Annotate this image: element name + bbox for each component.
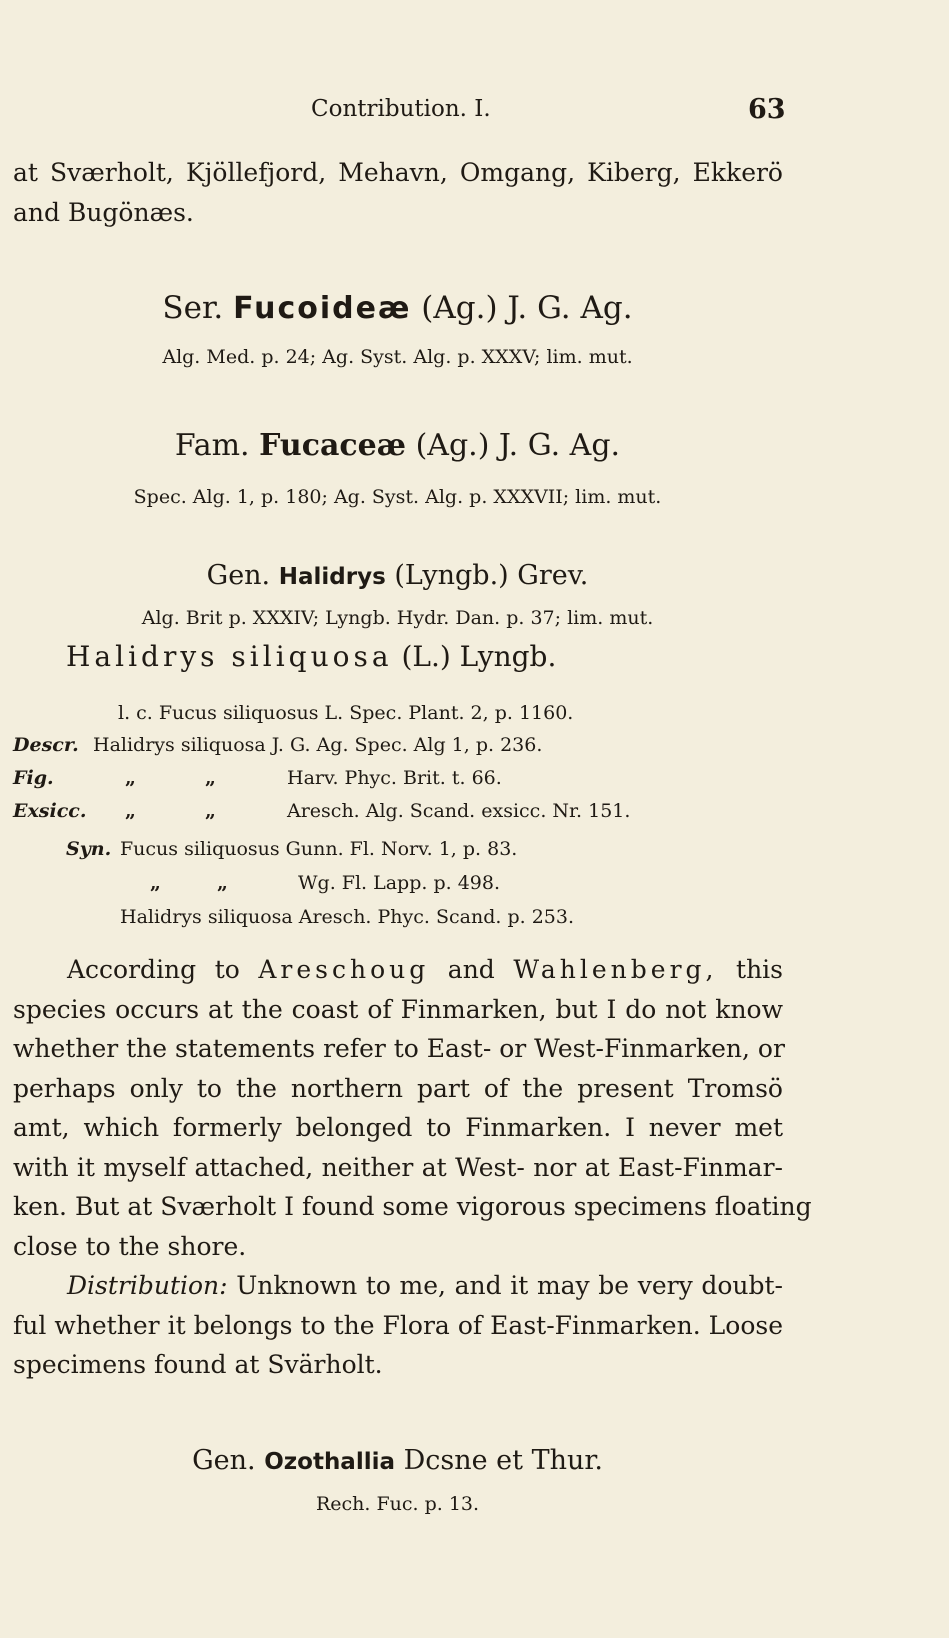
syn-label: Syn. xyxy=(66,838,112,860)
species-heading xyxy=(66,640,556,673)
text-line: at Sværholt, Kjöllefjord, Mehavn, Omgang, Kiberg, Ekkerö xyxy=(13,158,783,187)
running-header xyxy=(0,96,949,128)
text-line: species occurs at the coast of Finmarken, but I do not know xyxy=(13,994,783,1024)
series-name: Fucoideæ xyxy=(233,291,412,326)
series-reference: Alg. Med. p. 24; Ag. Syst. Alg. p. XXXV; lim. mut. xyxy=(162,346,633,368)
genus-heading: Gen. Halidrys (Lyngb.) Grev. xyxy=(206,560,589,591)
text-line: amt, which formerly belonged to Finmarken. I never met xyxy=(13,1113,783,1142)
text-line: and Bugönæs. xyxy=(13,197,194,227)
exsicc-label: Exsicc. xyxy=(13,800,87,822)
species-author: (L.) Lyngb. xyxy=(401,640,557,673)
running-title: Contribution. I. xyxy=(311,96,491,122)
genus-reference-2: Rech. Fuc. p. 13. xyxy=(315,1493,480,1515)
text-line: ful whether it belongs to the Flora of East-Finmarken. Loose xyxy=(13,1310,783,1340)
fig-label: Fig. xyxy=(13,767,54,789)
text-line: specimens found at Svärholt. xyxy=(13,1350,383,1379)
family-reference: Spec. Alg. 1, p. 180; Ag. Syst. Alg. p. XXXVII; lim. mut. xyxy=(133,486,662,508)
author-name: Wahlenberg, xyxy=(513,955,718,984)
text-line: Distribution: Unknown to me, and it may be very doubt- xyxy=(67,1271,783,1300)
text-line: whether the statements refer to East- or West-Finmarken, or xyxy=(13,1034,785,1063)
author-name: Areschoug xyxy=(258,955,430,984)
text-line: perhaps only to the northern part of the present Tromsö xyxy=(13,1073,783,1103)
genus-heading-2: Gen. Ozothallia Dcsne et Thur. xyxy=(192,1445,603,1476)
intro-paragraph xyxy=(13,153,783,232)
text-line: ken. But at Sværholt I found some vigorous specimens floating xyxy=(13,1192,812,1221)
distribution-label: Distribution: xyxy=(67,1271,228,1300)
genus-reference: Alg. Brit p. XXXIV; Lyngb. Hydr. Dan. p. 37; lim. mut. xyxy=(141,607,654,629)
text-line: According to Areschoug and Wahlenberg, this xyxy=(67,955,784,984)
series-heading: Ser. Fucoideæ (Ag.) J. G. Ag. xyxy=(162,290,633,326)
species-name: Halidrys siliquosa xyxy=(66,640,393,673)
family-heading: Fam. Fucaceæ (Ag.) J. G. Ag. xyxy=(174,428,621,463)
text-line: with it myself attached, neither at West- nor at East-Finmar- xyxy=(13,1152,783,1182)
distribution-paragraph xyxy=(13,1266,783,1385)
family-name: Fucaceæ xyxy=(259,428,407,463)
genus-name: Ozothallia xyxy=(264,1449,396,1475)
genus-name: Halidrys xyxy=(278,564,386,590)
text-line: close to the shore. xyxy=(13,1231,247,1261)
book-page: Contribution. I. 63 at Sværholt, Kjöllefjord, Mehavn, Omgang, Kiberg, Ekkerö and Bugönæs. Ser. Fucoideæ (Ag.) J. G. Ag. Alg. Med. p. 24; Ag. Syst. Alg. p. XXXV; lim. mut. Fam. Fucaceæ (Ag.) J. G. Ag. Spec. Alg. 1, p. 180; Ag. Syst. Alg. p. XXXVII; lim. mut. Gen. Halidrys (Lyngb.) Grev. Alg. Brit p. XXXIV; Lyngb. Hydr. Dan. p. 37; lim. mut. Halidrys siliquosa (L.) Lyngb. l. c. Fucus siliquosus L. Spec. Plant. 2, p. 1160. Descr. Halidrys siliquosa J. G. Ag. Spec. Alg 1, p. 236. Fig. „ „ Harv. Phyc. Brit. t. 66. Exsicc. „ „ Aresch. Alg. Scand. exsicc. Nr. 151. Syn. Fucus siliquosus Gunn. Fl. Norv. 1, p. 83. „ „ Wg. Fl. Lapp. p. 498. Halidrys siliquosa Aresch. Phyc. Scand. p. 253. According to Areschoug and Wahlenberg, this species occurs at the coast of Finmarken, but I do not know whether the statements refer to East- or West-Finmarken, or perhaps only to the northern part of the present Tromsö amt, which formerly belonged to Finmarken. I never met with it myself attached, neither at West- nor at East-Finmar- ken. But at Sværholt I found some vigorous specimens floating close to the shore. Distribution: Unknown to me, and it may be very doubt- ful whether it belongs to the Flora of East-Finmarken. Loose specimens found at Svärholt. Gen. Ozothallia Dcsne et Thur. Rech. Fuc. p. 13. xyxy=(0,0,949,1638)
descr-label: Descr. xyxy=(13,734,79,756)
page-number: 63 xyxy=(748,94,786,125)
body-paragraph xyxy=(13,950,812,1266)
